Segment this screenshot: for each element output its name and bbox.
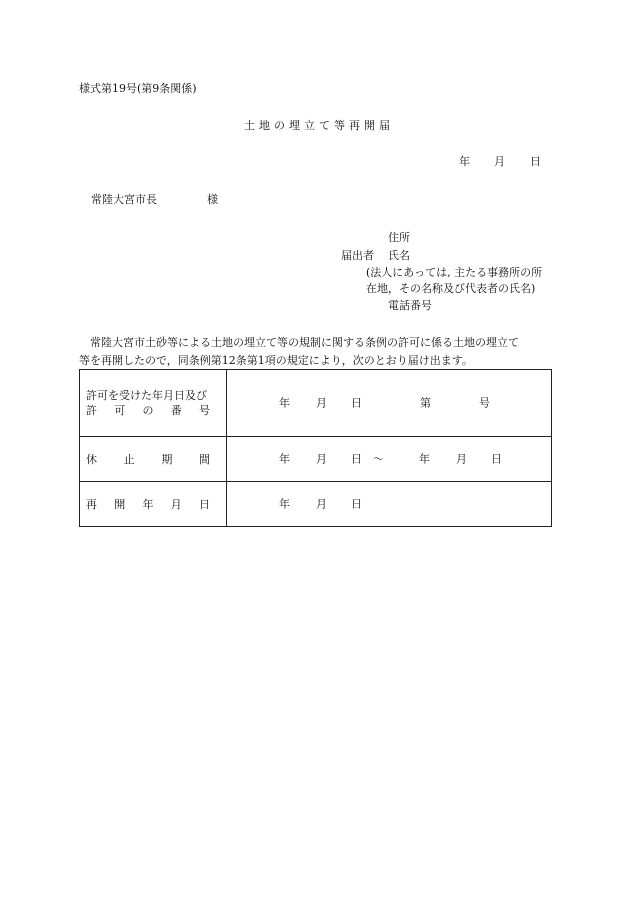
table-row-suspension <box>80 437 552 482</box>
suspension-start-day: 日 <box>351 452 362 466</box>
resumption-value-cell[interactable] <box>227 482 552 527</box>
suspension-label: 休 止 期 間 <box>86 452 210 466</box>
body-text-line-1: 常陸大宮市土砂等による土地の埋立て等の規制に関する条例の許可に係る土地の埋立て <box>90 336 519 349</box>
resumption-label: 再 開 年 月 日 <box>86 497 210 511</box>
permit-month: 月 <box>316 396 327 410</box>
resumption-month: 月 <box>316 497 327 511</box>
permit-value-cell[interactable] <box>227 370 552 437</box>
corp-note-line-2: 在地，その名称及び代表者の氏名) <box>366 282 536 295</box>
suspension-start-year: 年 <box>279 452 290 466</box>
details-table <box>79 369 552 527</box>
date-day: 日 <box>530 155 541 168</box>
suspension-start-month: 月 <box>316 452 327 466</box>
date-month: 月 <box>494 155 505 168</box>
filer-label: 届出者 <box>341 249 374 262</box>
permit-label-line-2: 許 可 の 番 号 <box>86 404 210 417</box>
table-row-resumption <box>80 482 552 527</box>
suspension-value-cell[interactable] <box>227 437 552 482</box>
body-text-line-2: 等を再開したので，同条例第12条第1項の規定により，次のとおり届け出ます。 <box>79 354 473 367</box>
suspension-end-month: 月 <box>456 452 467 466</box>
address-label: 住所 <box>388 231 410 244</box>
permit-year: 年 <box>279 396 290 410</box>
resumption-year: 年 <box>279 497 290 511</box>
suspension-end-day: 日 <box>491 452 502 466</box>
resumption-day: 日 <box>351 497 362 511</box>
corp-note-line-1: (法人にあっては, 主たる事務所の所 <box>366 266 543 279</box>
form-number: 様式第19号(第9条関係) <box>79 82 197 95</box>
name-label: 氏名 <box>388 249 410 262</box>
table-row-permit <box>80 370 552 437</box>
suspension-tilde: ～ <box>373 452 384 466</box>
permit-dai: 第 <box>420 396 431 410</box>
permit-day: 日 <box>351 396 362 410</box>
permit-label-line-1: 許可を受けた年月日及び <box>86 389 207 402</box>
resumption-label-cell <box>80 482 227 527</box>
addressee-name: 常陸大宮市長 <box>91 193 157 206</box>
phone-label: 電話番号 <box>388 299 432 312</box>
addressee-honorific: 様 <box>207 193 218 206</box>
date-year: 年 <box>459 155 470 168</box>
suspension-end-year: 年 <box>419 452 430 466</box>
permit-go: 号 <box>479 396 490 410</box>
permit-label-cell <box>80 370 227 437</box>
suspension-label-cell <box>80 437 227 482</box>
document-title: 土地の埋立て等再開届 <box>244 119 394 132</box>
